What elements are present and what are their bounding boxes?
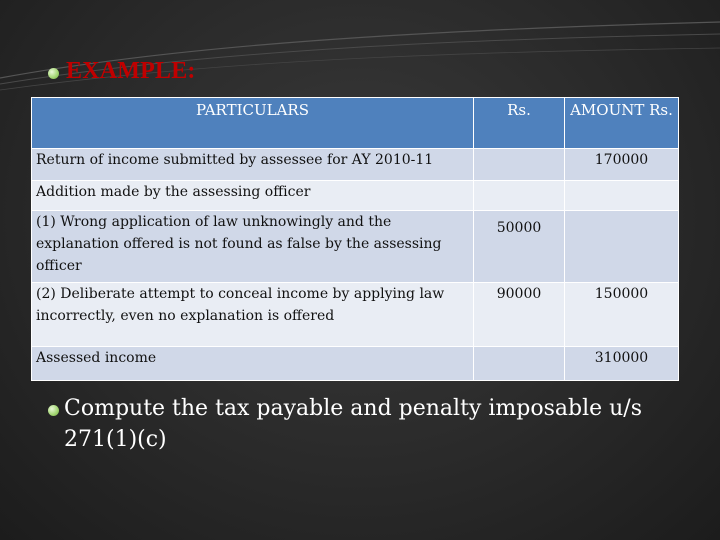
cell-particulars: Addition made by the assessing officer bbox=[32, 181, 474, 211]
slide-note: Compute the tax payable and penalty imposable u/s 271(1)(c) bbox=[64, 396, 642, 452]
table-row bbox=[32, 211, 679, 283]
decorative-swoosh bbox=[0, 0, 720, 110]
cell-amount bbox=[565, 181, 679, 211]
cell-rs bbox=[474, 181, 565, 211]
cell-particulars: (1) Wrong application of law unknowingly and the explanation offered is not found as false by the assessing officer bbox=[32, 211, 474, 283]
bullet-icon bbox=[48, 405, 59, 416]
cell-amount: 170000 bbox=[565, 149, 679, 181]
header-amount: AMOUNT Rs. bbox=[565, 98, 679, 149]
cell-amount bbox=[565, 211, 679, 283]
header-rs: Rs. bbox=[474, 98, 565, 149]
example-table bbox=[31, 97, 679, 381]
cell-amount: 150000 bbox=[565, 283, 679, 347]
cell-rs: 90000 bbox=[474, 283, 565, 347]
table-row bbox=[32, 347, 679, 381]
table-row bbox=[32, 283, 679, 347]
cell-rs bbox=[474, 347, 565, 381]
cell-amount: 310000 bbox=[565, 347, 679, 381]
bullet-icon bbox=[48, 68, 59, 79]
slide-title: EXAMPLE: bbox=[66, 58, 196, 84]
table-row bbox=[32, 181, 679, 211]
table-row bbox=[32, 149, 679, 181]
cell-particulars: (2) Deliberate attempt to conceal income by applying law incorrectly, even no explanation is offered bbox=[32, 283, 474, 347]
cell-particulars: Return of income submitted by assessee for AY 2010-11 bbox=[32, 149, 474, 181]
cell-rs: 50000 bbox=[474, 211, 565, 283]
cell-particulars: Assessed income bbox=[32, 347, 474, 381]
cell-rs bbox=[474, 149, 565, 181]
header-particulars: PARTICULARS bbox=[32, 98, 474, 149]
